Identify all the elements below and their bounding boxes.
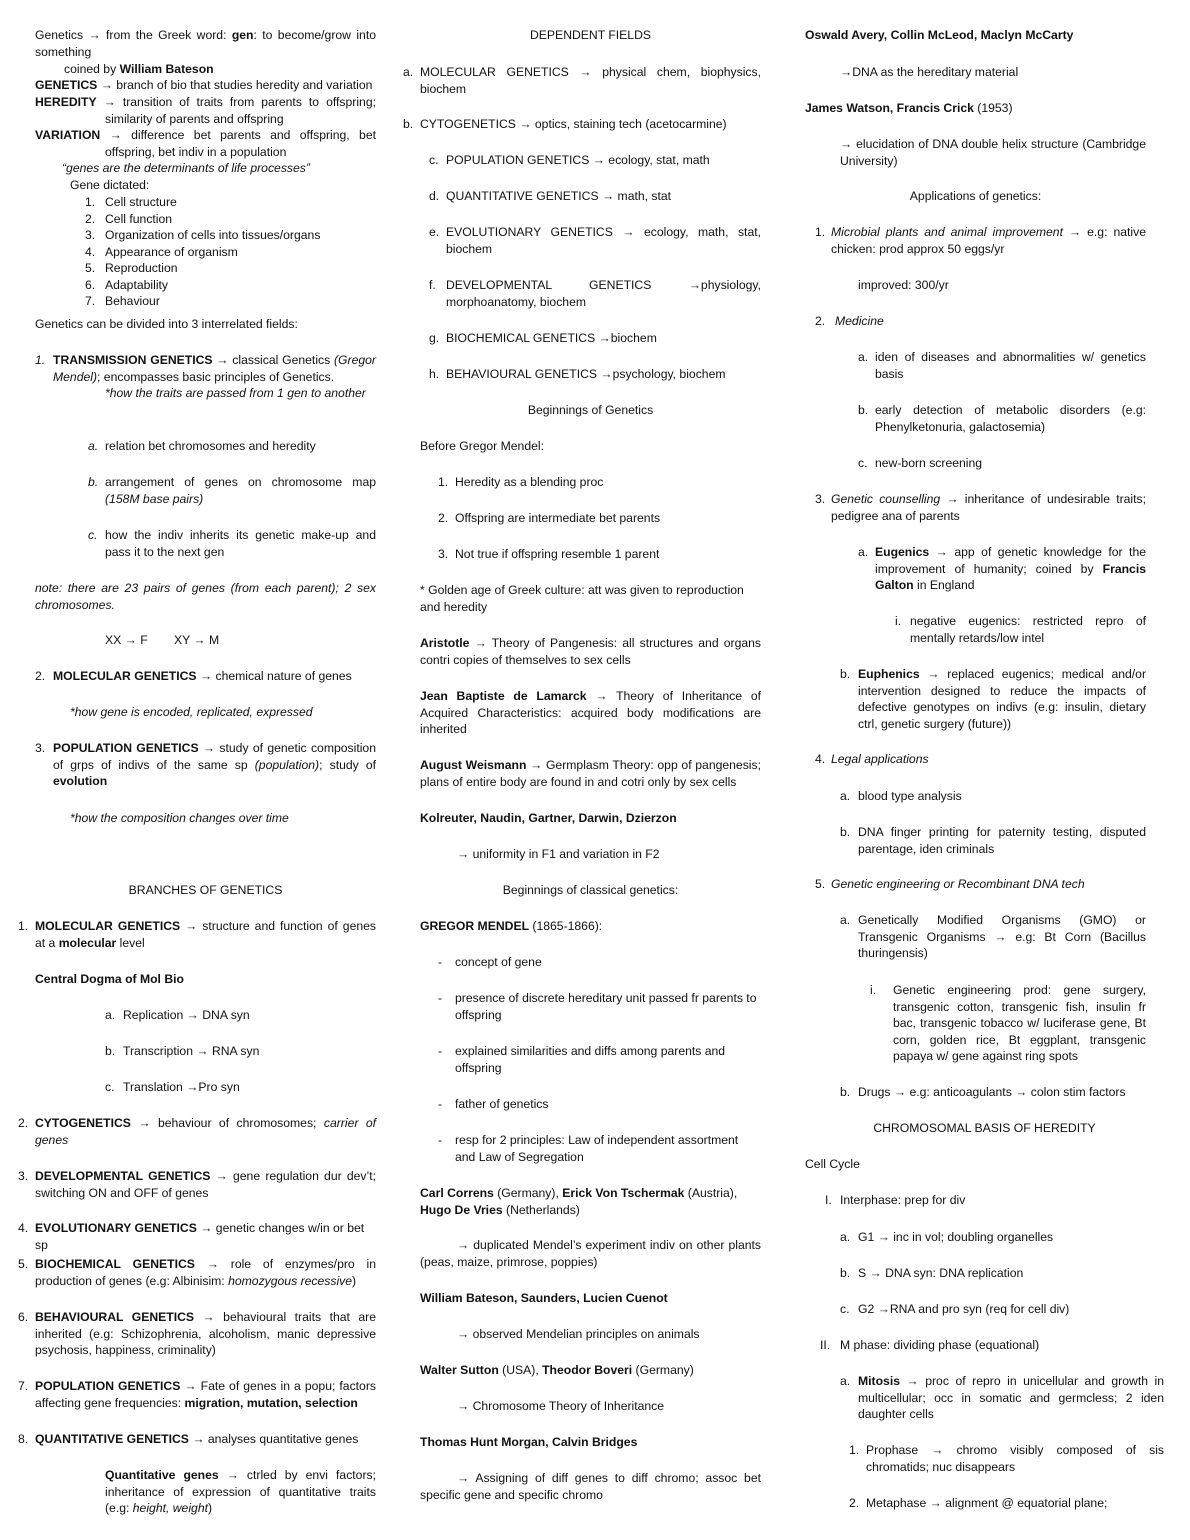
list-item: Replication → DNA syn [123, 1008, 250, 1022]
list-item: BEHAVIOURAL GENETICS →psychology, biochem [446, 367, 726, 381]
list-marker: 2. [35, 669, 46, 683]
list-marker: a. [858, 545, 869, 559]
list-marker: b. [840, 825, 851, 839]
coined-line: coined by William Bateson [64, 62, 214, 76]
list-item: resp for 2 principles: Law of independent assortment and Law of Segregation [455, 1133, 739, 1164]
list-marker: i. [895, 614, 902, 628]
list-item: presence of discrete hereditary unit passed fr parents to offspring [455, 991, 757, 1022]
branch-behavioural: BEHAVIOURAL GENETICS → behavioural traits that are inherited (e.g: Schizophrenia, alcoholism, manic depressive psychosis, happiness, criminality) [35, 1310, 376, 1357]
metaphase: Metaphase → alignment @ equatorial plane; [866, 1496, 1108, 1510]
list-marker: 7. [18, 1379, 29, 1393]
list-item: 5. Reproduction [85, 261, 178, 275]
list-marker: f. [429, 278, 436, 292]
genetics-definition: Genetics → from the Greek word: gen: to become/grow into something [35, 28, 376, 59]
mitosis: Mitosis → proc of repro in unicellular and growth in multicellular; occ in somatic and germcless; 2 iden daughter cells [858, 1374, 1164, 1421]
list-marker: 6. [18, 1310, 29, 1324]
improved-line: improved: 300/yr [858, 278, 949, 292]
list-marker: h. [429, 367, 440, 381]
list-marker: c. [88, 528, 98, 542]
morgan-text: → Assigning of diff genes to diff chromo; assoc bet specific gene and specific chromo [420, 1471, 761, 1502]
application-improvement: Microbial plants and animal improvement → e.g: native chicken: prod approx 50 eggs/yr [831, 225, 1146, 256]
divided-line: Genetics can be divided into 3 interrelated fields: [35, 317, 298, 331]
branch-population: POPULATION GENETICS → Fate of genes in a popu; factors affecting gene frequencies: migration, mutation, selection [35, 1379, 376, 1410]
chromosomal-title: CHROMOSOMAL BASIS OF HEREDITY [873, 1121, 1096, 1135]
list-item: new-born screening [875, 456, 983, 470]
bateson-text: → observed Mendelian principles on animals [457, 1327, 700, 1341]
list-marker: 1. [815, 225, 826, 239]
branch-molecular: MOLECULAR GENETICS → structure and function of genes at a molecular level [35, 919, 376, 950]
sutton-text: → Chromosome Theory of Inheritance [457, 1399, 665, 1413]
application-engineering: Genetic engineering or Recombinant DNA tech [831, 877, 1085, 891]
drugs: Drugs → e.g: anticoagulants → colon stim factors [858, 1085, 1126, 1099]
molecular-note: *how gene is encoded, replicated, expressed [70, 705, 313, 719]
population-note: *how the composition changes over time [70, 811, 289, 825]
heredity-term: HEREDITY → transition of traits from parents to offspring; similarity of parents and offspring [35, 95, 376, 126]
list-marker: 2. [849, 1496, 860, 1510]
list-marker: c. [840, 1302, 850, 1316]
list-item: MOLECULAR GENETICS → physical chem, biophysics, biochem [420, 65, 761, 96]
list-item: 3. Organization of cells into tissues/organs [85, 228, 321, 242]
golden-age: * Golden age of Greek culture: att was given to reproduction and heredity [420, 583, 744, 614]
list-item: S → DNA syn: DNA replication [858, 1266, 1024, 1280]
rediscoverers-text: → duplicated Mendel’s experiment indiv on other plants (peas, maize, primrose, poppies) [420, 1238, 761, 1269]
list-marker: - [438, 1133, 443, 1147]
list-marker: c. [105, 1080, 115, 1094]
list-marker: a. [840, 1230, 851, 1244]
list-marker: - [438, 955, 443, 969]
branch-evolutionary: EVOLUTIONARY GENETICS → genetic changes w/in or bet sp [35, 1221, 365, 1252]
list-item: Transcription → RNA syn [123, 1044, 260, 1058]
list-item: 1. Cell structure [85, 195, 177, 209]
list-marker: c. [429, 153, 439, 167]
gmo: Genetically Modified Organisms (GMO) or Transgenic Organisms → e.g: Bt Corn (Bacillus thuringensis) [858, 913, 1146, 960]
list-marker: 1. [849, 1443, 860, 1457]
branch-biochemical: BIOCHEMICAL GENETICS → role of enzymes/pro in production of genes (e.g: Albinisim: homozygous recessive) [35, 1257, 377, 1288]
aristotle: Aristotle → Theory of Pangenesis: all structures and organs contri copies of themselves to sex cells [420, 636, 761, 667]
list-item: 7. Behaviour [85, 294, 160, 308]
list-marker: 1. [35, 353, 46, 367]
list-marker: I. [825, 1193, 832, 1207]
list-marker: II. [820, 1338, 831, 1352]
rediscoverers: Carl Correns (Germany), Erick Von Tschermak (Austria), Hugo De Vries (Netherlands) [420, 1186, 738, 1217]
genetic-engineering-products: Genetic engineering prod: gene surgery, transgenic cotton, transgenic fish, insulin fr bac, transgenic tobacco w/ luciferase gene, Bt corn, golden rice, Bt eggplant, transgenic papaya w/ gene against ring spots [893, 983, 1146, 1063]
branches-title: BRANCHES OF GENETICS [128, 883, 283, 897]
list-item: BIOCHEMICAL GENETICS →biochem [446, 331, 657, 345]
list-marker: g. [429, 331, 440, 345]
list-marker: a. [88, 439, 99, 453]
application-legal: Legal applications [831, 752, 929, 766]
molecular-genetics: MOLECULAR GENETICS → chemical nature of genes [53, 669, 352, 683]
list-marker: a. [840, 789, 851, 803]
morgan-names: Thomas Hunt Morgan, Calvin Bridges [420, 1435, 638, 1449]
list-marker: 5. [18, 1257, 29, 1271]
list-item: early detection of metabolic disorders (e.g: Phenylketonuria, galactosemia) [875, 403, 1146, 434]
list-item: CYTOGENETICS → optics, staining tech (acetocarmine) [420, 117, 727, 131]
list-marker: - [438, 1097, 443, 1111]
central-dogma-title: Central Dogma of Mol Bio [35, 972, 184, 986]
branch-quantitative: QUANTITATIVE GENETICS → analyses quantitative genes [35, 1432, 359, 1446]
interphase: Interphase: prep for div [840, 1193, 966, 1207]
list-marker: 3. [815, 492, 826, 506]
list-item: Heredity as a blending proc [455, 475, 604, 489]
transmission-genetics: TRANSMISSION GENETICS → classical Genetics (Gregor Mendel); encompasses basic principles of Genetics. *how the traits are passed from 1 gen to another [53, 353, 376, 400]
applications-title: Applications of genetics: [909, 189, 1042, 203]
avery-text: →DNA as the hereditary material [840, 65, 1019, 79]
dependent-fields-title: DEPENDENT FIELDS [530, 28, 651, 42]
watson-text: → elucidation of DNA double helix structure (Cambridge University) [840, 137, 1146, 168]
list-marker: 4. [815, 752, 826, 766]
list-marker: 8. [18, 1432, 29, 1446]
list-item: POPULATION GENETICS → ecology, stat, math [446, 153, 710, 167]
application-counselling: Genetic counselling → inheritance of undesirable traits; pedigree ana of parents [831, 492, 1146, 523]
list-marker: b. [840, 1085, 851, 1099]
list-marker: c. [858, 456, 868, 470]
list-marker: b. [105, 1044, 116, 1058]
list-item: blood type analysis [858, 789, 962, 803]
list-marker: d. [429, 189, 440, 203]
list-item: G2 →RNA and pro syn (req for cell div) [858, 1302, 1070, 1316]
kolreuter-text: → uniformity in F1 and variation in F2 [457, 847, 660, 861]
list-item: 2. Cell function [85, 211, 173, 226]
application-medicine: Medicine [835, 314, 884, 328]
list-marker: 2. [438, 511, 449, 525]
list-item: Not true if offspring resemble 1 parent [455, 547, 660, 561]
before-mendel: Before Gregor Mendel: [420, 439, 544, 453]
list-marker: a. [858, 350, 869, 364]
list-item: explained similarities and diffs among parents and offspring [455, 1044, 726, 1075]
list-item: arrangement of genes on chromosome map (158M base pairs) [105, 475, 376, 506]
xy-line: XY → M [174, 633, 220, 647]
list-item: how the indiv inherits its genetic make-up and pass it to the next gen [105, 528, 376, 559]
list-marker: a. [403, 65, 414, 79]
quantitative-genes: Quantitative genes → ctrled by envi factors; inheritance of expression of quantitative traits (e.g: height, weight) [105, 1468, 376, 1515]
list-marker: b. [840, 1266, 851, 1280]
list-item: relation bet chromosomes and heredity [105, 439, 316, 453]
watson-crick: James Watson, Francis Crick (1953) [805, 101, 1013, 115]
weismann: August Weismann → Germplasm Theory: opp of pangenesis; plans of entire body are found in and cotri only by sex cells [420, 758, 761, 789]
avery-names: Oswald Avery, Collin McLeod, Maclyn McCarty [805, 28, 1074, 42]
list-marker: a. [840, 1374, 851, 1388]
list-marker: - [438, 991, 443, 1005]
list-marker: b. [840, 667, 851, 681]
list-marker: - [438, 1044, 443, 1058]
classical-title: Beginnings of classical genetics: [502, 883, 679, 897]
list-marker: 2. [18, 1116, 29, 1130]
list-marker: 5. [815, 877, 826, 891]
chromosome-note: note: there are 23 pairs of genes (from each parent); 2 sex chromosomes. [35, 581, 376, 612]
negative-eugenics: negative eugenics: restricted repro of mentally retards/low intel [910, 614, 1146, 645]
kolreuter-names: Kolreuter, Naudin, Gartner, Darwin, Dzierzon [420, 811, 677, 825]
branch-cytogenetics: CYTOGENETICS → behaviour of chromosomes; carrier of genes [35, 1116, 376, 1147]
list-item: Translation →Pro syn [123, 1080, 240, 1094]
genes-quote: “genes are the determinants of life processes” [62, 161, 310, 175]
mendel-heading: GREGOR MENDEL (1865-1866): [420, 919, 603, 933]
list-marker: 1. [18, 919, 29, 933]
population-genetics: POPULATION GENETICS → study of genetic composition of grps of indivs of the same sp (population); study of evolution [53, 741, 376, 788]
cell-cycle: Cell Cycle [805, 1157, 860, 1171]
list-marker: b. [858, 403, 869, 417]
xx-line: XX → F [105, 633, 148, 647]
list-marker: 2. [815, 314, 826, 328]
list-marker: a. [105, 1008, 116, 1022]
lamarck: Jean Baptiste de Lamarck → Theory of Inheritance of Acquired Characteristics: acquired body modifications are inherited [420, 689, 761, 736]
sutton-names: Walter Sutton (USA), Theodor Boveri (Germany) [420, 1363, 694, 1377]
branch-developmental: DEVELOPMENTAL GENETICS → gene regulation dur dev’t; switching ON and OFF of genes [35, 1169, 376, 1200]
gene-dictated-label: Gene dictated: [70, 178, 150, 192]
genetics-term: GENETICS → branch of bio that studies heredity and variation [35, 78, 373, 92]
list-marker: b. [403, 117, 414, 131]
eugenics: Eugenics → app of genetic knowledge for the improvement of humanity; coined by Francis Galton in England [875, 545, 1146, 592]
list-marker: 1. [438, 475, 449, 489]
list-item: 6. Adaptability [85, 277, 169, 292]
list-marker: 3. [35, 741, 46, 755]
list-marker: 4. [18, 1221, 29, 1235]
list-marker: i. [870, 983, 877, 997]
bateson-names: William Bateson, Saunders, Lucien Cuenot [420, 1291, 668, 1305]
list-item: QUANTITATIVE GENETICS → math, stat [446, 189, 672, 203]
list-item: EVOLUTIONARY GENETICS → ecology, math, stat, biochem [446, 225, 761, 256]
list-item: concept of gene [455, 955, 542, 969]
dictated-list [85, 194, 320, 310]
beginnings-title: Beginnings of Genetics [527, 403, 654, 417]
euphenics: Euphenics → replaced eugenics; medical and/or intervention designed to reduce the impacts of defective genotypes on indivs (e.g: insulin, dietary ctrl, genetic surgery (future)) [858, 667, 1146, 731]
list-item: iden of diseases and abnormalities w/ genetics basis [875, 350, 1146, 381]
list-item: G1 → inc in vol; doubling organelles [858, 1230, 1054, 1244]
list-item: DNA finger printing for paternity testing, disputed parentage, iden criminals [858, 825, 1146, 856]
list-item: 4. Appearance of organism [85, 244, 238, 259]
list-marker: a. [840, 913, 851, 927]
list-marker: e. [429, 225, 440, 239]
list-item: DEVELOPMENTAL GENETICS →physiology, morphoanatomy, biochem [446, 278, 761, 309]
list-marker: 3. [18, 1169, 29, 1183]
m-phase: M phase: dividing phase (equational) [840, 1338, 1040, 1352]
list-marker: 3. [438, 547, 449, 561]
list-item: father of genetics [455, 1097, 549, 1111]
prophase: Prophase → chromo visibly composed of sis chromatids; nuc disappears [866, 1443, 1164, 1474]
list-item: Offspring are intermediate bet parents [455, 511, 661, 525]
variation-term: VARIATION → difference bet parents and offspring, bet offspring, bet indiv in a population [35, 128, 376, 159]
list-marker: b. [88, 475, 99, 489]
